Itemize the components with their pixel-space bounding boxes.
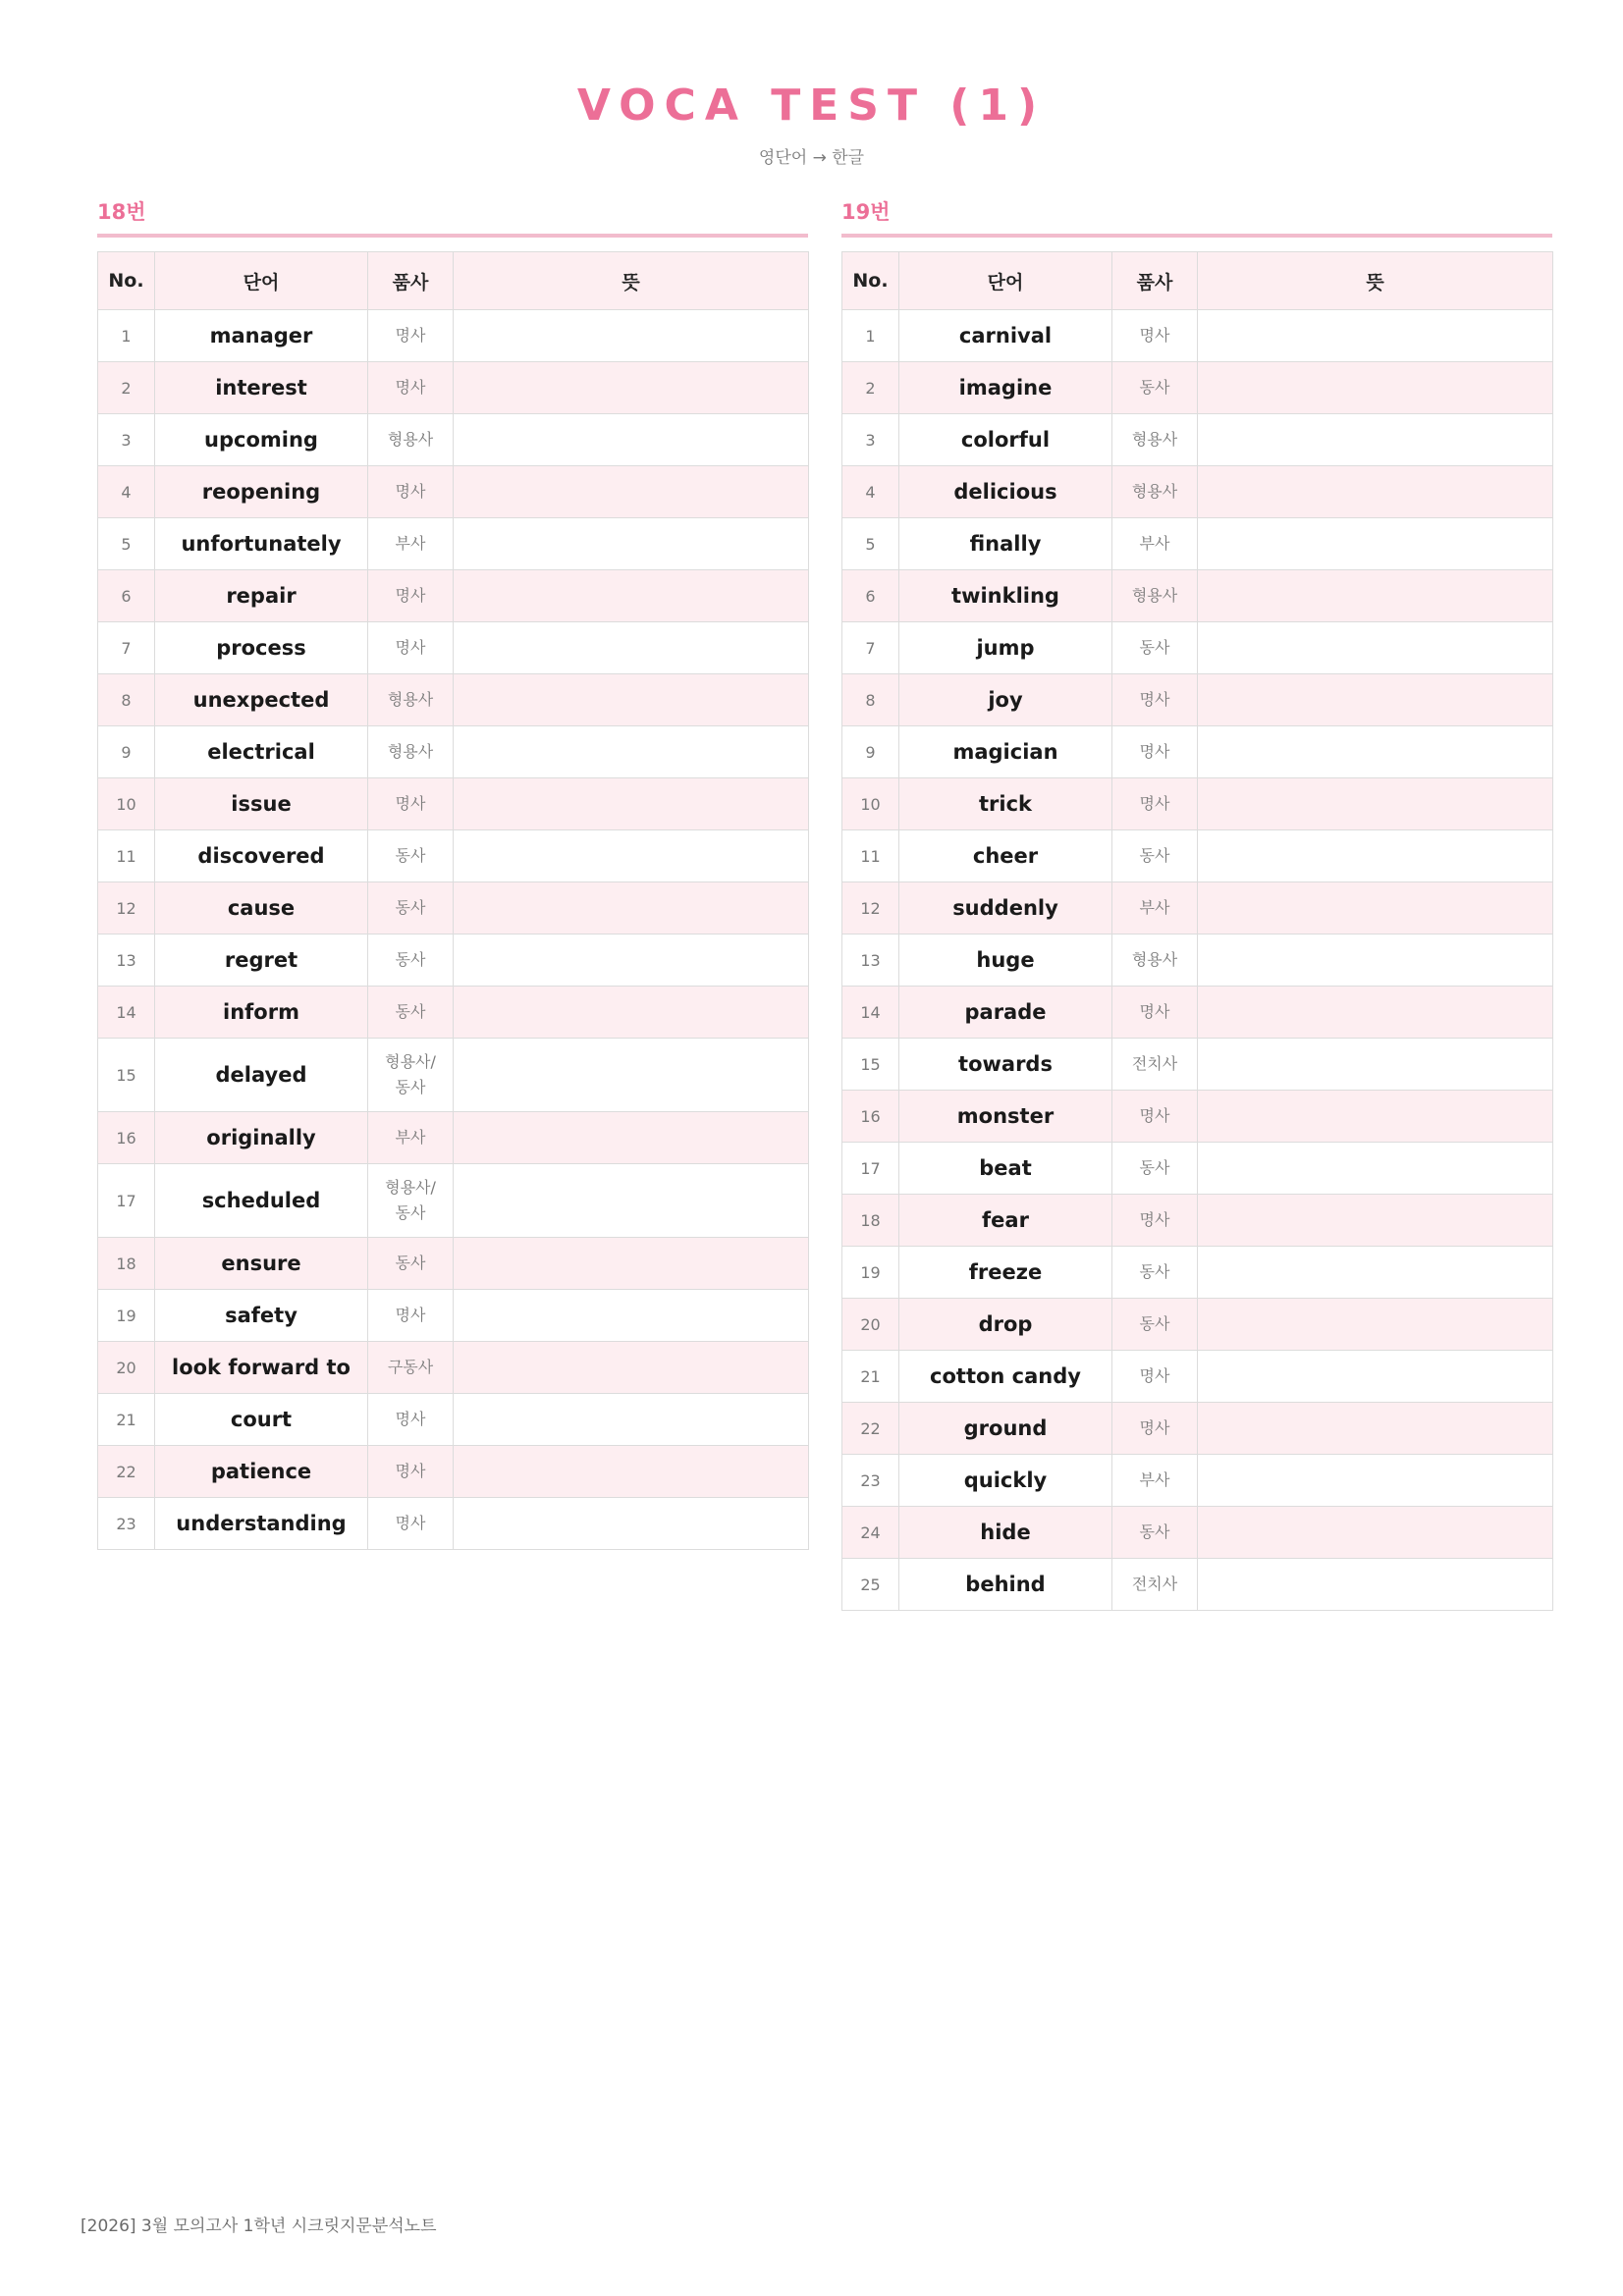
row-word: inform — [155, 987, 368, 1039]
table-row — [98, 1238, 809, 1290]
row-word: understanding — [155, 1498, 368, 1550]
table-row — [98, 414, 809, 466]
row-meaning-blank[interactable] — [1198, 1559, 1553, 1611]
row-meaning-blank[interactable] — [454, 1112, 809, 1164]
row-number: 18 — [842, 1195, 899, 1247]
row-meaning-blank[interactable] — [454, 1164, 809, 1238]
row-part-of-speech: 명사 — [1112, 674, 1198, 726]
row-part-of-speech: 명사 — [1112, 987, 1198, 1039]
row-part-of-speech: 형용사/ 동사 — [368, 1164, 454, 1238]
row-word: patience — [155, 1446, 368, 1498]
row-meaning-blank[interactable] — [454, 466, 809, 518]
row-part-of-speech: 부사 — [1112, 518, 1198, 570]
voca-table — [97, 251, 809, 1550]
row-word: delayed — [155, 1039, 368, 1112]
row-meaning-blank[interactable] — [454, 830, 809, 882]
row-number: 23 — [842, 1455, 899, 1507]
row-number: 20 — [842, 1299, 899, 1351]
table-row — [98, 1446, 809, 1498]
table-row — [842, 830, 1553, 882]
row-word: freeze — [899, 1247, 1112, 1299]
row-word: delicious — [899, 466, 1112, 518]
table-row — [842, 570, 1553, 622]
row-part-of-speech: 명사 — [368, 362, 454, 414]
row-word: cotton candy — [899, 1351, 1112, 1403]
row-part-of-speech: 형용사 — [368, 726, 454, 778]
row-part-of-speech: 동사 — [1112, 622, 1198, 674]
row-number: 7 — [98, 622, 155, 674]
row-number: 6 — [842, 570, 899, 622]
row-meaning-blank[interactable] — [454, 1039, 809, 1112]
table-row — [842, 1403, 1553, 1455]
row-word: behind — [899, 1559, 1112, 1611]
header-no: No. — [98, 252, 155, 310]
row-number: 18 — [98, 1238, 155, 1290]
row-number: 17 — [842, 1143, 899, 1195]
row-meaning-blank[interactable] — [454, 1498, 809, 1550]
row-part-of-speech: 형용사 — [368, 414, 454, 466]
row-number: 24 — [842, 1507, 899, 1559]
header-no: No. — [842, 252, 899, 310]
table-row — [842, 1091, 1553, 1143]
row-number: 9 — [842, 726, 899, 778]
row-word: magician — [899, 726, 1112, 778]
table-row — [98, 1039, 809, 1112]
row-part-of-speech: 명사 — [368, 1446, 454, 1498]
row-meaning-blank[interactable] — [454, 518, 809, 570]
table-row — [842, 882, 1553, 934]
row-meaning-blank[interactable] — [1198, 310, 1553, 362]
row-part-of-speech: 동사 — [368, 1238, 454, 1290]
row-word: discovered — [155, 830, 368, 882]
row-meaning-blank[interactable] — [454, 1394, 809, 1446]
section-19 — [841, 196, 1552, 1611]
page-footer: [2026] 3월 모의고사 1학년 시크릿지문분석노트 — [81, 2216, 437, 2236]
row-part-of-speech: 동사 — [1112, 1299, 1198, 1351]
row-part-of-speech: 부사 — [368, 518, 454, 570]
table-body — [842, 310, 1553, 1611]
row-number: 13 — [842, 934, 899, 987]
row-part-of-speech: 형용사 — [1112, 466, 1198, 518]
row-part-of-speech: 동사 — [368, 934, 454, 987]
row-number: 10 — [98, 778, 155, 830]
row-meaning-blank[interactable] — [454, 1446, 809, 1498]
row-number: 15 — [842, 1039, 899, 1091]
row-meaning-blank[interactable] — [1198, 1455, 1553, 1507]
row-number: 5 — [842, 518, 899, 570]
row-part-of-speech: 형용사 — [1112, 934, 1198, 987]
row-word: court — [155, 1394, 368, 1446]
row-word: cheer — [899, 830, 1112, 882]
row-number: 2 — [842, 362, 899, 414]
row-part-of-speech: 명사 — [1112, 726, 1198, 778]
row-part-of-speech: 명사 — [368, 1290, 454, 1342]
row-word: quickly — [899, 1455, 1112, 1507]
row-number: 6 — [98, 570, 155, 622]
row-word: trick — [899, 778, 1112, 830]
row-number: 1 — [98, 310, 155, 362]
row-word: reopening — [155, 466, 368, 518]
row-meaning-blank[interactable] — [1198, 674, 1553, 726]
row-meaning-blank[interactable] — [1198, 1039, 1553, 1091]
row-meaning-blank[interactable] — [454, 934, 809, 987]
row-meaning-blank[interactable] — [1198, 1143, 1553, 1195]
row-number: 4 — [98, 466, 155, 518]
row-part-of-speech: 명사 — [1112, 778, 1198, 830]
table-row — [842, 726, 1553, 778]
row-meaning-blank[interactable] — [454, 622, 809, 674]
row-number: 5 — [98, 518, 155, 570]
row-part-of-speech: 동사 — [1112, 1143, 1198, 1195]
row-word: upcoming — [155, 414, 368, 466]
row-number: 22 — [842, 1403, 899, 1455]
row-meaning-blank[interactable] — [454, 310, 809, 362]
row-word: huge — [899, 934, 1112, 987]
table-header-row — [842, 252, 1553, 310]
row-meaning-blank[interactable] — [454, 674, 809, 726]
row-word: unfortunately — [155, 518, 368, 570]
row-meaning-blank[interactable] — [1198, 882, 1553, 934]
row-part-of-speech: 구동사 — [368, 1342, 454, 1394]
row-part-of-speech: 명사 — [1112, 1195, 1198, 1247]
header-word: 단어 — [155, 252, 368, 310]
row-meaning-blank[interactable] — [1198, 934, 1553, 987]
table-row — [842, 1039, 1553, 1091]
table-row — [98, 726, 809, 778]
row-word: look forward to — [155, 1342, 368, 1394]
row-word: repair — [155, 570, 368, 622]
row-part-of-speech: 형용사 — [368, 674, 454, 726]
row-meaning-blank[interactable] — [1198, 1507, 1553, 1559]
voca-table — [841, 251, 1553, 1611]
header-word: 단어 — [899, 252, 1112, 310]
row-part-of-speech: 명사 — [368, 1394, 454, 1446]
row-part-of-speech: 명사 — [368, 570, 454, 622]
table-row — [842, 362, 1553, 414]
row-meaning-blank[interactable] — [1198, 466, 1553, 518]
row-meaning-blank[interactable] — [454, 1290, 809, 1342]
row-word: twinkling — [899, 570, 1112, 622]
row-word: scheduled — [155, 1164, 368, 1238]
table-row — [98, 570, 809, 622]
row-meaning-blank[interactable] — [1198, 414, 1553, 466]
row-word: cause — [155, 882, 368, 934]
row-part-of-speech: 형용사 — [1112, 570, 1198, 622]
table-row — [98, 830, 809, 882]
row-part-of-speech: 명사 — [368, 466, 454, 518]
table-row — [842, 518, 1553, 570]
row-word: unexpected — [155, 674, 368, 726]
row-word: regret — [155, 934, 368, 987]
row-part-of-speech: 명사 — [368, 310, 454, 362]
row-part-of-speech: 동사 — [1112, 362, 1198, 414]
row-number: 16 — [842, 1091, 899, 1143]
row-number: 4 — [842, 466, 899, 518]
row-word: towards — [899, 1039, 1112, 1091]
row-number: 16 — [98, 1112, 155, 1164]
row-word: jump — [899, 622, 1112, 674]
row-number: 21 — [842, 1351, 899, 1403]
row-number: 2 — [98, 362, 155, 414]
row-number: 3 — [842, 414, 899, 466]
page-title: VOCA TEST (1) — [576, 80, 1047, 131]
row-part-of-speech: 부사 — [368, 1112, 454, 1164]
row-meaning-blank[interactable] — [454, 414, 809, 466]
table-row — [98, 622, 809, 674]
row-part-of-speech: 동사 — [368, 882, 454, 934]
row-part-of-speech: 형용사/ 동사 — [368, 1039, 454, 1112]
table-row — [842, 778, 1553, 830]
row-word: hide — [899, 1507, 1112, 1559]
row-meaning-blank[interactable] — [454, 1342, 809, 1394]
table-row — [98, 1498, 809, 1550]
row-meaning-blank[interactable] — [1198, 1091, 1553, 1143]
row-number: 8 — [842, 674, 899, 726]
table-row — [842, 1351, 1553, 1403]
table-row — [842, 1299, 1553, 1351]
row-word: monster — [899, 1091, 1112, 1143]
row-part-of-speech: 명사 — [368, 1498, 454, 1550]
table-row — [98, 1394, 809, 1446]
row-number: 11 — [98, 830, 155, 882]
row-number: 14 — [842, 987, 899, 1039]
row-number: 15 — [98, 1039, 155, 1112]
row-number: 17 — [98, 1164, 155, 1238]
row-meaning-blank[interactable] — [1198, 518, 1553, 570]
table-row — [98, 674, 809, 726]
row-meaning-blank[interactable] — [1198, 1351, 1553, 1403]
table-row — [98, 1342, 809, 1394]
row-word: process — [155, 622, 368, 674]
row-meaning-blank[interactable] — [1198, 987, 1553, 1039]
row-number: 12 — [98, 882, 155, 934]
row-number: 23 — [98, 1498, 155, 1550]
row-number: 12 — [842, 882, 899, 934]
row-number: 9 — [98, 726, 155, 778]
row-part-of-speech: 명사 — [1112, 1403, 1198, 1455]
row-meaning-blank[interactable] — [1198, 1299, 1553, 1351]
row-word: carnival — [899, 310, 1112, 362]
row-word: ensure — [155, 1238, 368, 1290]
row-number: 19 — [98, 1290, 155, 1342]
table-body — [98, 310, 809, 1550]
row-part-of-speech: 전치사 — [1112, 1559, 1198, 1611]
table-row — [98, 882, 809, 934]
table-row — [842, 1195, 1553, 1247]
row-meaning-blank[interactable] — [454, 570, 809, 622]
header-meaning: 뜻 — [1198, 252, 1553, 310]
row-part-of-speech: 동사 — [1112, 830, 1198, 882]
row-word: colorful — [899, 414, 1112, 466]
table-row — [98, 466, 809, 518]
table-row — [842, 1507, 1553, 1559]
row-part-of-speech: 명사 — [1112, 1351, 1198, 1403]
header-meaning: 뜻 — [454, 252, 809, 310]
row-meaning-blank[interactable] — [1198, 1247, 1553, 1299]
table-row — [98, 518, 809, 570]
table-row — [98, 934, 809, 987]
row-number: 11 — [842, 830, 899, 882]
row-word: fear — [899, 1195, 1112, 1247]
page-subtitle: 영단어 → 한글 — [758, 148, 865, 168]
row-number: 20 — [98, 1342, 155, 1394]
table-header-row — [98, 252, 809, 310]
table-row — [842, 674, 1553, 726]
row-meaning-blank[interactable] — [1198, 778, 1553, 830]
row-number: 19 — [842, 1247, 899, 1299]
table-row — [98, 362, 809, 414]
row-part-of-speech: 명사 — [368, 622, 454, 674]
table-row — [98, 1112, 809, 1164]
table-row — [842, 310, 1553, 362]
row-word: manager — [155, 310, 368, 362]
table-row — [842, 1247, 1553, 1299]
row-number: 13 — [98, 934, 155, 987]
header-pos: 품사 — [1112, 252, 1198, 310]
row-word: safety — [155, 1290, 368, 1342]
table-row — [842, 1455, 1553, 1507]
row-number: 10 — [842, 778, 899, 830]
row-part-of-speech: 명사 — [1112, 310, 1198, 362]
table-row — [842, 1143, 1553, 1195]
row-word: suddenly — [899, 882, 1112, 934]
row-meaning-blank[interactable] — [454, 882, 809, 934]
row-word: beat — [899, 1143, 1112, 1195]
row-meaning-blank[interactable] — [454, 362, 809, 414]
row-meaning-blank[interactable] — [1198, 1195, 1553, 1247]
row-part-of-speech: 형용사 — [1112, 414, 1198, 466]
row-part-of-speech: 전치사 — [1112, 1039, 1198, 1091]
table-row — [842, 466, 1553, 518]
row-word: parade — [899, 987, 1112, 1039]
row-number: 7 — [842, 622, 899, 674]
row-meaning-blank[interactable] — [454, 778, 809, 830]
row-word: joy — [899, 674, 1112, 726]
row-meaning-blank[interactable] — [1198, 362, 1553, 414]
row-word: ground — [899, 1403, 1112, 1455]
table-row — [842, 622, 1553, 674]
row-word: drop — [899, 1299, 1112, 1351]
row-number: 25 — [842, 1559, 899, 1611]
table-row — [842, 1559, 1553, 1611]
table-row — [98, 1290, 809, 1342]
row-meaning-blank[interactable] — [454, 726, 809, 778]
row-number: 8 — [98, 674, 155, 726]
section-18 — [97, 196, 808, 1550]
row-number: 14 — [98, 987, 155, 1039]
row-word: finally — [899, 518, 1112, 570]
row-meaning-blank[interactable] — [1198, 726, 1553, 778]
table-row — [98, 987, 809, 1039]
table-row — [98, 1164, 809, 1238]
section-heading: 18번 — [97, 196, 808, 238]
row-meaning-blank[interactable] — [1198, 622, 1553, 674]
row-part-of-speech: 명사 — [1112, 1091, 1198, 1143]
row-meaning-blank[interactable] — [1198, 830, 1553, 882]
row-part-of-speech: 동사 — [368, 830, 454, 882]
row-part-of-speech: 동사 — [1112, 1507, 1198, 1559]
section-heading: 19번 — [841, 196, 1552, 238]
row-part-of-speech: 명사 — [368, 778, 454, 830]
row-part-of-speech: 부사 — [1112, 1455, 1198, 1507]
row-number: 22 — [98, 1446, 155, 1498]
row-number: 1 — [842, 310, 899, 362]
table-row — [98, 778, 809, 830]
row-meaning-blank[interactable] — [1198, 1403, 1553, 1455]
row-word: interest — [155, 362, 368, 414]
row-part-of-speech: 부사 — [1112, 882, 1198, 934]
row-number: 3 — [98, 414, 155, 466]
row-meaning-blank[interactable] — [1198, 570, 1553, 622]
row-meaning-blank[interactable] — [454, 987, 809, 1039]
row-word: issue — [155, 778, 368, 830]
row-word: imagine — [899, 362, 1112, 414]
row-meaning-blank[interactable] — [454, 1238, 809, 1290]
table-row — [98, 310, 809, 362]
row-word: originally — [155, 1112, 368, 1164]
row-number: 21 — [98, 1394, 155, 1446]
table-row — [842, 414, 1553, 466]
header-pos: 품사 — [368, 252, 454, 310]
table-row — [842, 987, 1553, 1039]
row-word: electrical — [155, 726, 368, 778]
row-part-of-speech: 동사 — [1112, 1247, 1198, 1299]
table-row — [842, 934, 1553, 987]
row-part-of-speech: 동사 — [368, 987, 454, 1039]
